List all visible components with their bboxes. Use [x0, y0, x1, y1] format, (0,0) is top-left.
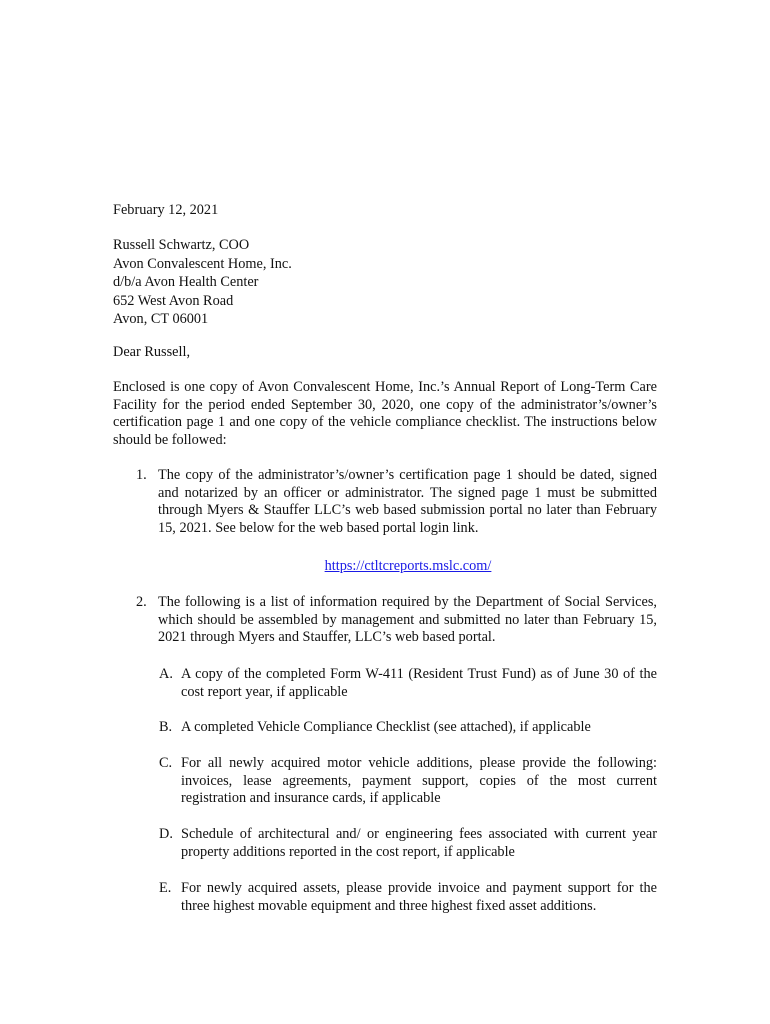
recipient-dba-line: d/b/a Avon Health Center: [113, 274, 259, 290]
recipient-company-line: Avon Convalescent Home, Inc.: [113, 255, 292, 272]
portal-link[interactable]: https://ctltcreports.mslc.com/: [324, 558, 492, 574]
sub-item-letter: B.: [159, 719, 173, 735]
sub-item-a: [159, 666, 657, 701]
sub-item-letter: C.: [159, 755, 173, 771]
sub-item-e: [159, 880, 657, 915]
item-text: The following is a list of information required by the Department of Social Services, which should be assembled by management and submitted no later than February 15, 2021 through Myers and Stauffer, LLC’s web based portal.: [158, 594, 657, 645]
sub-item-d: [159, 826, 657, 861]
recipient-address: [113, 237, 292, 330]
item-number: 1.: [136, 467, 147, 483]
sub-item-text: For newly acquired assets, please provide invoice and payment support for the three highest movable equipment and three highest fixed asset additions.: [181, 880, 657, 914]
numbered-item-1: [136, 467, 657, 537]
item-number: 2.: [136, 594, 147, 610]
sub-item-letter: E.: [159, 880, 172, 896]
recipient-street-line: 652 West Avon Road: [113, 292, 234, 309]
sub-item-text: A copy of the completed Form W-411 (Resident Trust Fund) as of June 30 of the cost report year, if applicable: [181, 666, 657, 700]
sub-item-text: Schedule of architectural and/ or engineering fees associated with current year property additions reported in the cost report, if applicable: [181, 826, 657, 860]
item-text: The copy of the administrator’s/owner’s certification page 1 should be dated, signed and notarized by an officer or administrator. The signed page 1 must be submitted through Myers & Stauffer LLC’s web based submission portal no later than February 15, 2021. See below for the web based portal login link.: [158, 467, 657, 536]
portal-link-line: [0, 558, 770, 576]
letter-date: February 12, 2021: [113, 202, 219, 218]
sub-item-b: [159, 719, 657, 737]
sub-item-text: A completed Vehicle Compliance Checklist (see attached), if applicable: [181, 719, 591, 735]
sub-item-letter: A.: [159, 666, 173, 682]
recipient-name-line: Russell Schwartz, COO: [113, 237, 250, 253]
recipient-city-line: Avon, CT 06001: [113, 311, 209, 327]
numbered-item-2: [136, 594, 657, 647]
sub-item-text: For all newly acquired motor vehicle additions, please provide the following: invoices, lease agreements, payment support, copies of the most current registration and insurance cards, if applicable: [181, 755, 657, 806]
sub-item-c: [159, 755, 657, 808]
salutation: Dear Russell,: [113, 344, 191, 360]
sub-item-letter: D.: [159, 826, 173, 842]
intro-paragraph: Enclosed is one copy of Avon Convalescent Home, Inc.’s Annual Report of Long-Term Care Facility for the period ended September 30, 2020, one copy of the administrator’s/owner’s certification page 1 and one copy of the vehicle compliance checklist. The instructions below should be followed:: [113, 379, 657, 448]
